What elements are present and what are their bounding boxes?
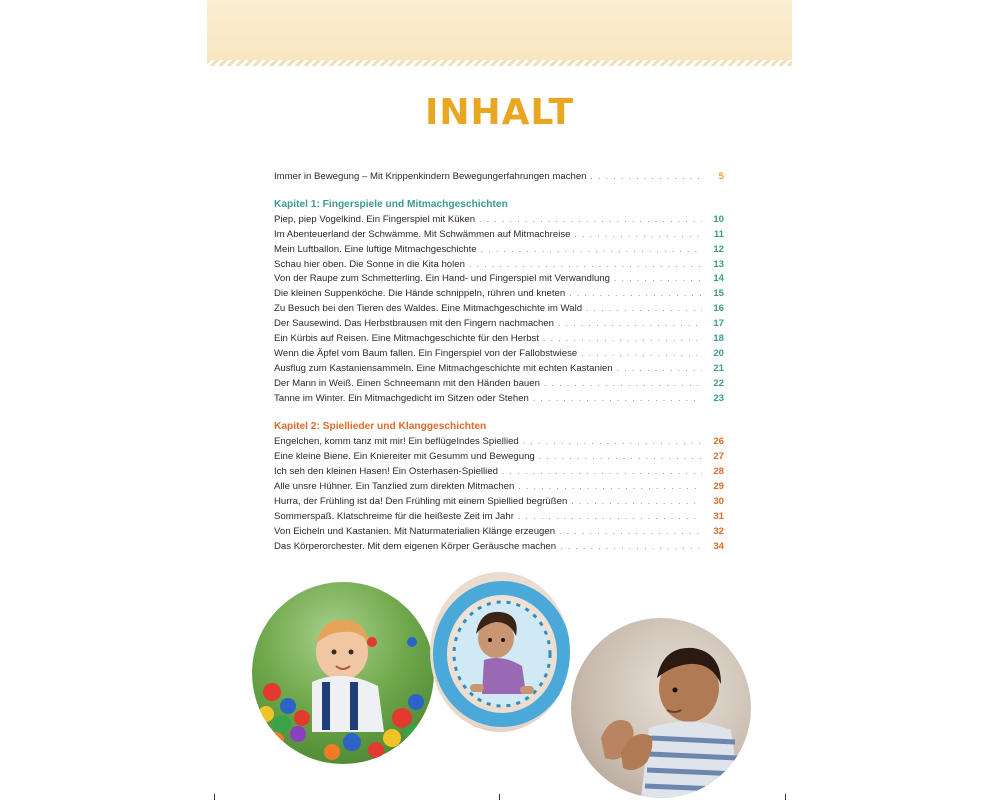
toc-entry-page: 17: [713, 318, 724, 330]
toc-entry[interactable]: [274, 302, 724, 317]
child-in-play-tunnel-photo: [430, 572, 570, 732]
toc-entry-title: Schau hier oben. Die Sonne in die Kita holen: [274, 258, 465, 270]
toc-entry[interactable]: [274, 540, 724, 555]
toc-entry-page: 26: [713, 436, 724, 448]
toc-entry-title: Mein Luftballon. Eine luftige Mitmachgeschichte: [274, 243, 477, 255]
toc-entry-page: 18: [713, 333, 724, 345]
dot-leader: [479, 213, 702, 228]
toc-entry-page: 10: [713, 213, 724, 225]
dot-leader: [481, 243, 702, 258]
toc-entry-title: Alle unsre Hühner. Ein Tanzlied zum direkten Mitmachen: [274, 481, 515, 493]
toc-entry-title: Engelchen, komm tanz mit mir! Ein beflügeIndes Spiellied: [274, 436, 519, 448]
toc-entry-title: Die kleinen Suppenköche. Die Hände schnippeln, rühren und kneten: [274, 288, 566, 300]
toc-entry-page: 13: [713, 258, 724, 270]
toc-entry-title: Ich seh den kleinen Hasen! Ein Osterhasen-Spiellied: [274, 466, 498, 478]
toc-entry[interactable]: [274, 347, 724, 362]
toc-entry[interactable]: [274, 287, 724, 302]
dot-leader: [539, 450, 702, 465]
toc-entry-title: Von Eicheln und Kastanien. Mit Naturmaterialien Klänge erzeugen: [274, 525, 556, 537]
toc-entry-title: Sommerspaß. Klatschreime für die heißeste Zeit im Jahr: [274, 510, 514, 522]
toc-entry[interactable]: [274, 377, 724, 392]
toc-entry[interactable]: [274, 228, 724, 243]
toc-entry-page: 22: [713, 377, 724, 389]
chapter-2-heading: Kapitel 2: Spiellieder und Klanggeschichten: [274, 421, 487, 433]
toc-entry[interactable]: [274, 332, 724, 347]
toc-entry-page: 27: [713, 451, 724, 463]
toc-entry[interactable]: [274, 258, 724, 273]
toc-entry[interactable]: [274, 272, 724, 287]
baby-clapping-photo: [571, 618, 751, 798]
toc-entry-title: Der Sausewind. Das Herbstbrausen mit den Fingern nachmachen: [274, 318, 554, 330]
dot-leader: [502, 465, 702, 480]
toc-entry-page: 14: [713, 273, 724, 285]
toc-entry-page: 29: [713, 481, 724, 493]
toc-entry[interactable]: [274, 435, 724, 450]
dot-leader: [558, 317, 702, 332]
dot-leader: [533, 392, 702, 407]
toc-entry[interactable]: [274, 392, 724, 407]
decorative-top-band: [207, 0, 792, 62]
document-page: [207, 0, 792, 800]
dot-leader: [518, 480, 702, 495]
toc-entry-title: Eine kleine Biene. Ein Kniereiter mit Gesumm und Bewegung: [274, 451, 535, 463]
toc-entry-page: 28: [713, 466, 724, 478]
toc-entry[interactable]: [274, 465, 724, 480]
toc-entry[interactable]: [274, 525, 724, 540]
toc-entry-intro[interactable]: [274, 170, 724, 185]
toc-entry[interactable]: [274, 480, 724, 495]
chapter-2-entries: [274, 435, 724, 554]
toc-entry-page: 20: [713, 347, 724, 359]
toc-entry[interactable]: [274, 510, 724, 525]
dot-leader: [544, 377, 702, 392]
toc-entry-page: 32: [713, 525, 724, 537]
dot-leader: [560, 540, 702, 555]
toc-entry[interactable]: [274, 243, 724, 258]
toc-entry[interactable]: [274, 213, 724, 228]
toc-entry-title: Ausflug zum Kastaniensammeln. Eine Mitmachgeschichte mit echten Kastanien: [274, 362, 613, 374]
dot-leader: [617, 362, 702, 377]
toc-entry-title: Der Mann in Weiß. Einen Schneemann mit den Händen bauen: [274, 377, 540, 389]
toc-entry-title: Piep, piep Vogelkind. Ein Fingerspiel mit Küken: [274, 213, 476, 225]
dot-leader: [559, 525, 702, 540]
toc-entry-page: 5: [718, 171, 724, 182]
dot-leader: [571, 495, 702, 510]
dot-leader: [543, 332, 702, 347]
baby-crawling-ball-pit-photo: [252, 582, 434, 764]
toc-entry-title: Im Abenteuerland der Schwämme. Mit Schwämmen auf Mitmachreise: [274, 228, 571, 240]
dot-leader: [614, 272, 702, 287]
dot-leader: [586, 302, 702, 317]
table-of-contents: [274, 170, 724, 555]
page-heading: INHALT: [424, 92, 575, 133]
toc-entry-page: 15: [713, 288, 724, 300]
toc-entry-title: Hurra, der Frühling ist da! Den Frühling mit einem Spiellied begrüßen: [274, 496, 568, 508]
toc-entry-title: Immer in Bewegung – Mit Krippenkindern Bewegungerfahrungen machen: [274, 171, 587, 182]
toc-entry-page: 12: [713, 243, 724, 255]
toc-entry-page: 11: [713, 228, 724, 240]
toc-entry[interactable]: [274, 362, 724, 377]
dot-leader: [523, 435, 702, 450]
toc-entry-title: Das Körperorchester. Mit dem eigenen Körper Geräusche machen: [274, 540, 557, 552]
toc-entry-title: Von der Raupe zum Schmetterling. Ein Hand- und Fingerspiel mit Verwandlung: [274, 273, 610, 285]
toc-entry-page: 16: [713, 303, 724, 315]
chapter-1-heading: Kapitel 1: Fingerspiele und Mitmachgeschichten: [274, 198, 508, 210]
toc-entry-page: 23: [713, 392, 724, 404]
toc-entry[interactable]: [274, 317, 724, 332]
toc-entry-page: 21: [713, 362, 724, 374]
dot-leader: [518, 510, 702, 525]
dot-leader: [581, 347, 702, 362]
dot-leader: [591, 170, 702, 185]
dot-leader: [574, 228, 702, 243]
chapter-1-entries: [274, 213, 724, 407]
dot-leader: [469, 258, 702, 273]
toc-entry[interactable]: [274, 450, 724, 465]
toc-entry-title: Ein Kürbis auf Reisen. Eine Mitmachgeschichte für den Herbst: [274, 333, 540, 345]
toc-entry-title: Tanne im Winter. Ein Mitmachgedicht im Sitzen oder Stehen: [274, 392, 529, 404]
toc-entry-page: 30: [713, 496, 724, 508]
toc-entry-page: 31: [713, 510, 724, 522]
dot-leader: [569, 287, 702, 302]
toc-entry[interactable]: [274, 495, 724, 510]
toc-entry-title: Wenn die Äpfel vom Baum fallen. Ein Fingerspiel von der Fallobstwiese: [274, 347, 578, 359]
toc-entry-page: 34: [713, 540, 724, 552]
toc-entry-title: Zu Besuch bei den Tieren des Waldes. Eine Mitmachgeschichte im Wald: [274, 303, 583, 315]
